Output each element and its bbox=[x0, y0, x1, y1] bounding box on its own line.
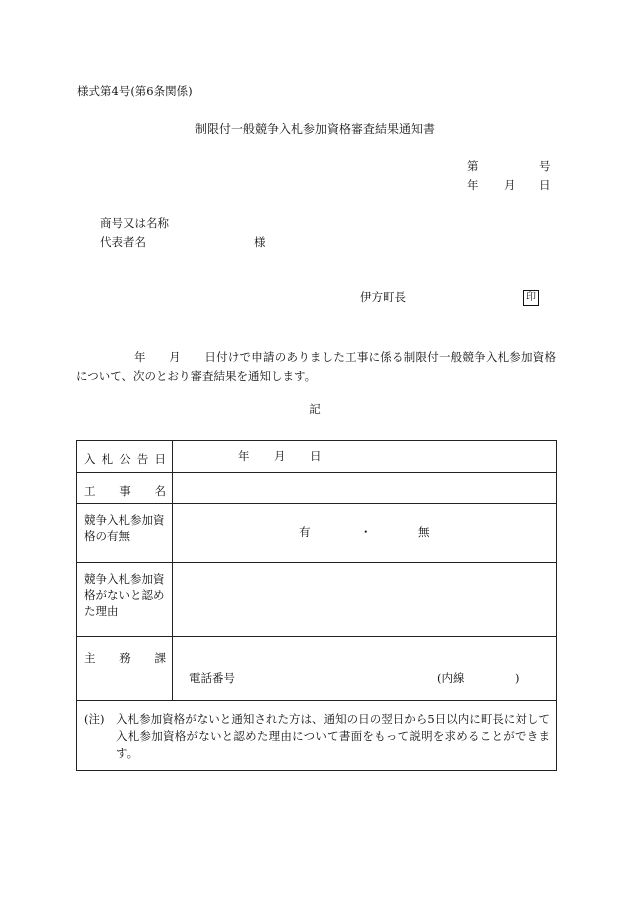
doc-number-prefix: 第 bbox=[467, 159, 479, 173]
value-notice-date[interactable] bbox=[173, 441, 556, 472]
label-char: 名 bbox=[154, 484, 166, 498]
label-char: 主 bbox=[84, 651, 96, 665]
value-reason[interactable] bbox=[173, 563, 556, 636]
body-paragraph: 年 月 日付けで申請のありました工事に係る制限付一般競争入札参加資格について、次のとおり審査結果を通知します。 bbox=[76, 350, 556, 383]
notice-day: 日 bbox=[310, 449, 322, 463]
row-department bbox=[77, 637, 556, 701]
doc-number-suffix: 号 bbox=[539, 159, 551, 173]
form-number: 様式第4号(第6条関係) bbox=[77, 84, 193, 98]
label-notice-date bbox=[77, 441, 173, 472]
eligibility-yes[interactable]: 有 bbox=[299, 525, 311, 539]
issue-date-day: 日 bbox=[539, 178, 551, 192]
seal-stamp: 印 bbox=[523, 290, 539, 306]
result-table bbox=[76, 440, 557, 771]
label-char: 告 bbox=[136, 452, 149, 466]
label-reason: 競争入札参加資格がないと認めた理由 bbox=[77, 563, 173, 636]
issue-date-month: 月 bbox=[504, 178, 516, 192]
label-work-name bbox=[77, 473, 173, 503]
label-char: 課 bbox=[154, 651, 166, 665]
row-eligibility bbox=[77, 504, 556, 563]
eligibility-separator: ・ bbox=[360, 525, 372, 539]
extension-close: ) bbox=[515, 671, 520, 685]
note-tag: (注) bbox=[84, 712, 105, 726]
ki-heading: 記 bbox=[309, 402, 321, 416]
row-note bbox=[77, 701, 556, 770]
issue-date-year: 年 bbox=[467, 178, 479, 192]
addressee-name-label: 商号又は名称 bbox=[100, 216, 169, 230]
value-eligibility[interactable] bbox=[173, 504, 556, 562]
note-text: 入札参加資格がないと通知された方は、通知の日の翌日から5日以内に町長に対して入札参加資格がないと認めた理由について書面をもって説明を求めることができます。 bbox=[116, 712, 550, 760]
phone-label: 電話番号 bbox=[189, 671, 235, 685]
label-char: 事 bbox=[119, 484, 131, 498]
document-title: 制限付一般競争入札参加資格審査結果通知書 bbox=[194, 122, 435, 136]
notice-month: 月 bbox=[274, 449, 286, 463]
extension-open: (内線 bbox=[437, 671, 465, 685]
row-work-name bbox=[77, 473, 556, 504]
addressee-honorific: 様 bbox=[254, 235, 266, 249]
label-department bbox=[77, 637, 173, 700]
label-eligibility: 競争入札参加資格の有無 bbox=[77, 504, 173, 562]
label-char: 日 bbox=[154, 452, 166, 466]
label-char: 務 bbox=[119, 651, 131, 665]
label-char: 入 bbox=[84, 452, 96, 466]
label-char: 公 bbox=[119, 452, 131, 466]
eligibility-no[interactable]: 無 bbox=[418, 525, 430, 539]
row-reason bbox=[77, 563, 556, 637]
label-char: 工 bbox=[84, 484, 96, 498]
sender-title: 伊方町長 bbox=[360, 290, 406, 304]
notice-year: 年 bbox=[238, 449, 250, 463]
value-work-name[interactable] bbox=[173, 473, 556, 503]
row-notice-date bbox=[77, 441, 556, 473]
label-char: 札 bbox=[101, 452, 114, 466]
addressee-rep-label: 代表者名 bbox=[100, 235, 146, 249]
value-department[interactable] bbox=[173, 637, 556, 700]
